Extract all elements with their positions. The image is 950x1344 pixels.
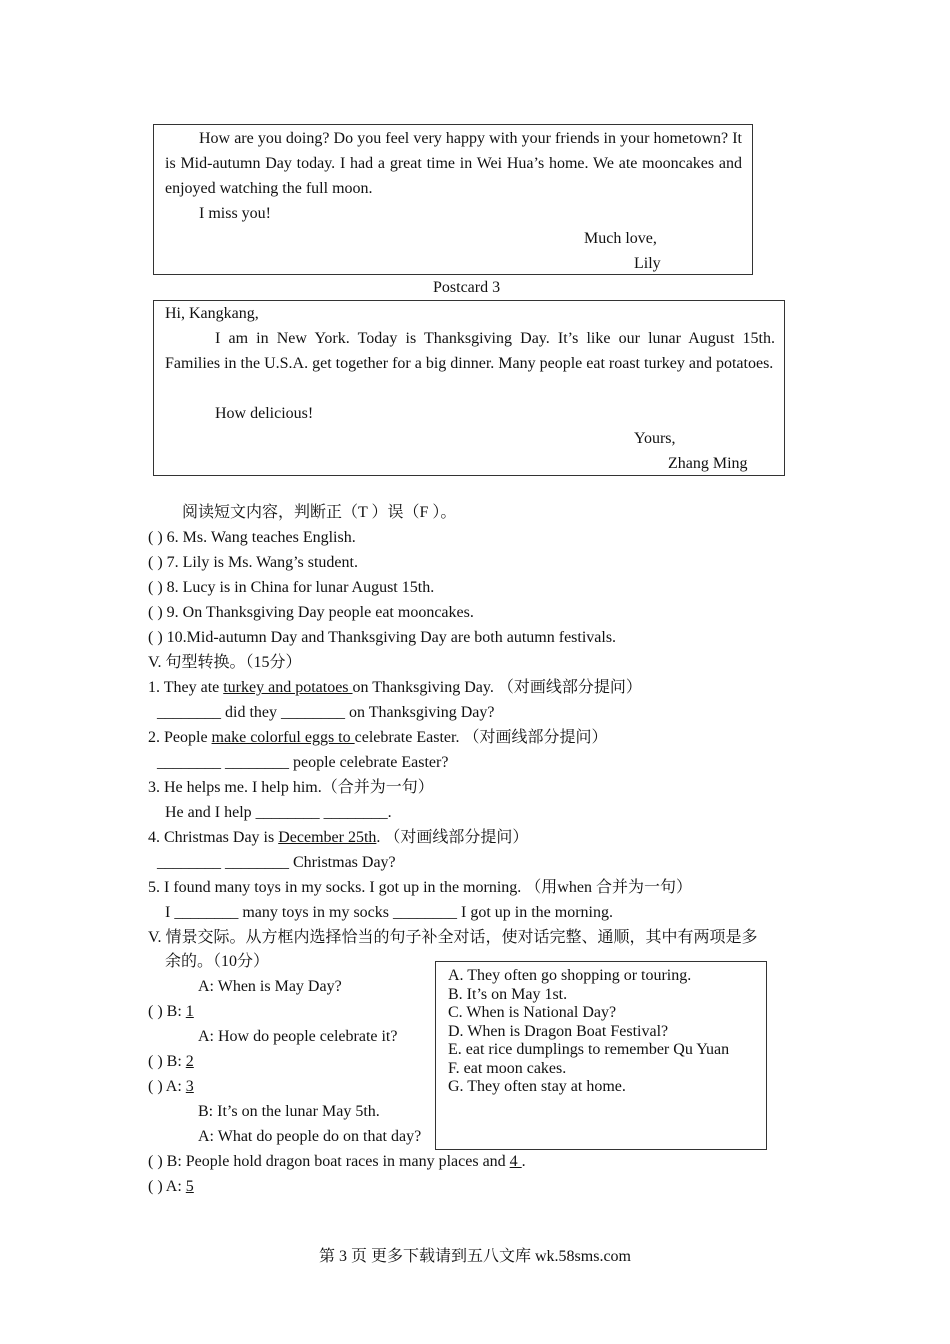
dialogue-line: ( ) B: 1 [148,1003,194,1020]
answer-paren[interactable]: ( ) [148,604,163,621]
transform-q5-answer: I ________ many toys in my socks ________ I got up in the morning. [165,904,613,921]
transform-q1-answer: ________ did they ________ on Thanksgiving Day? [157,704,495,721]
postcard-2-signature: Lily [634,255,661,272]
dialogue-line: ( ) A: 3 [148,1078,194,1095]
blank-number[interactable]: 5 [185,1178,194,1195]
transform-q3-answer: He and I help ________ ________. [165,804,392,821]
dialogue-line: A: What do people do on that day? [198,1128,422,1145]
transform-q5: 5. I found many toys in my socks. I got up in the morning. （用when 合并为一句） [148,879,692,896]
postcard-3-greeting: Hi, Kangkang, [165,305,259,322]
answer-paren[interactable]: ( ) [148,1003,163,1020]
option-item: G. They often stay at home. [448,1078,626,1095]
postcard-3-body: I am in New York. Today is Thanksgiving Day. It’s like our lunar August 15th. Families in the U.S.A. get together for a big dinner. Many people eat roast turkey and potatoes. [165,330,775,372]
transform-q4: 4. Christmas Day is December 25th. （对画线部分提问） [148,829,529,846]
answer-paren[interactable]: ( ) [148,579,163,596]
dialogue-line: ( ) B: 2 [148,1053,194,1070]
tf-item: ( ) 7. Lily is Ms. Wang’s student. [148,554,358,571]
answer-paren[interactable]: ( ) [148,554,163,571]
transform-q2: 2. People make colorful eggs to celebrate Easter. （对画线部分提问） [148,729,608,746]
tf-item: ( ) 8. Lucy is in China for lunar August 15th. [148,579,435,596]
answer-blank[interactable]: ________ [225,854,289,871]
dialogue-heading-cont: 余的。（10分） [165,953,270,970]
transform-q1: 1. They ate turkey and potatoes on Thanksgiving Day. （对画线部分提问） [148,679,642,696]
dialogue-line: A: When is May Day? [198,978,342,995]
postcard-2-box [153,124,753,275]
transform-q2-answer: ________ ________ people celebrate Easter? [157,754,449,771]
answer-blank[interactable]: ________ [393,904,457,921]
postcard-2-line: I miss you! [199,205,271,222]
answer-blank[interactable]: ________ [174,904,239,921]
answer-blank[interactable]: ________ [157,754,221,771]
answer-blank[interactable]: ________ [157,704,221,721]
transform-q3: 3. He helps me. I help him.（合并为一句） [148,779,434,796]
tf-instruction: 阅读短文内容，判断正（T ）误（F ）。 [182,504,457,521]
answer-paren[interactable]: ( ) [148,1178,163,1195]
option-item: C. When is National Day? [448,1004,617,1021]
answer-paren[interactable]: ( ) [148,529,163,546]
option-item: E. eat rice dumplings to remember Qu Yuan [448,1041,730,1058]
postcard-3-line: How delicious! [215,405,314,422]
dialogue-line: ( ) B: People hold dragon boat races in many places and 4 . [148,1153,526,1170]
options-box [435,961,767,1150]
answer-blank[interactable]: ________ [157,854,221,871]
answer-blank[interactable]: ________ [281,704,345,721]
blank-number[interactable]: 4 [509,1153,522,1170]
tf-item: ( ) 10.Mid-autumn Day and Thanksgiving Day are both autumn festivals. [148,629,617,646]
answer-blank[interactable]: ________ [323,804,388,821]
dialogue-line: ( ) A: 5 [148,1178,194,1195]
transform-heading: V. 句型转换。（15分） [148,654,302,671]
blank-number[interactable]: 3 [185,1078,194,1095]
tf-item: ( ) 9. On Thanksgiving Day people eat mooncakes. [148,604,474,621]
answer-blank[interactable]: ________ [255,804,320,821]
dialogue-line: B: It’s on the lunar May 5th. [198,1103,380,1120]
answer-blank[interactable]: ________ [225,754,289,771]
transform-q4-answer: ________ ________ Christmas Day? [157,854,396,871]
postcard-3-closing: Yours, [634,430,676,447]
option-item: D. When is Dragon Boat Festival? [448,1022,669,1040]
answer-paren[interactable]: ( ) [148,629,163,646]
answer-paren[interactable]: ( ) [148,1153,163,1170]
page-footer: 第 3 页 更多下载请到五八文库 wk.58sms.com [318,1248,631,1265]
postcard-2-closing: Much love, [584,230,657,247]
blank-number[interactable]: 2 [185,1053,194,1070]
answer-paren[interactable]: ( ) [148,1053,163,1070]
tf-item: ( ) 6. Ms. Wang teaches English. [148,529,356,546]
postcard-2-body: How are you doing? Do you feel very happy with your friends in your hometown? It is Mid-autumn Day today. I had a great time in Wei Hua’s home. We ate mooncakes and enjoyed watching the full moon. [165,130,742,197]
option-item: A. They often go shopping or touring. [448,967,692,984]
option-item: B. It’s on May 1st. [448,985,568,1003]
blank-number[interactable]: 1 [185,1003,194,1020]
option-item: F. eat moon cakes. [448,1059,567,1077]
dialogue-heading: V. 情景交际。从方框内选择恰当的句子补全对话，使对话完整、通顺，其中有两项是多 [148,929,758,946]
postcard-3-signature: Zhang Ming [668,455,748,472]
postcard-3-caption: Postcard 3 [433,279,501,296]
postcard-3-box [153,300,785,476]
answer-paren[interactable]: ( ) [148,1078,163,1095]
dialogue-line: A: How do people celebrate it? [198,1028,398,1045]
